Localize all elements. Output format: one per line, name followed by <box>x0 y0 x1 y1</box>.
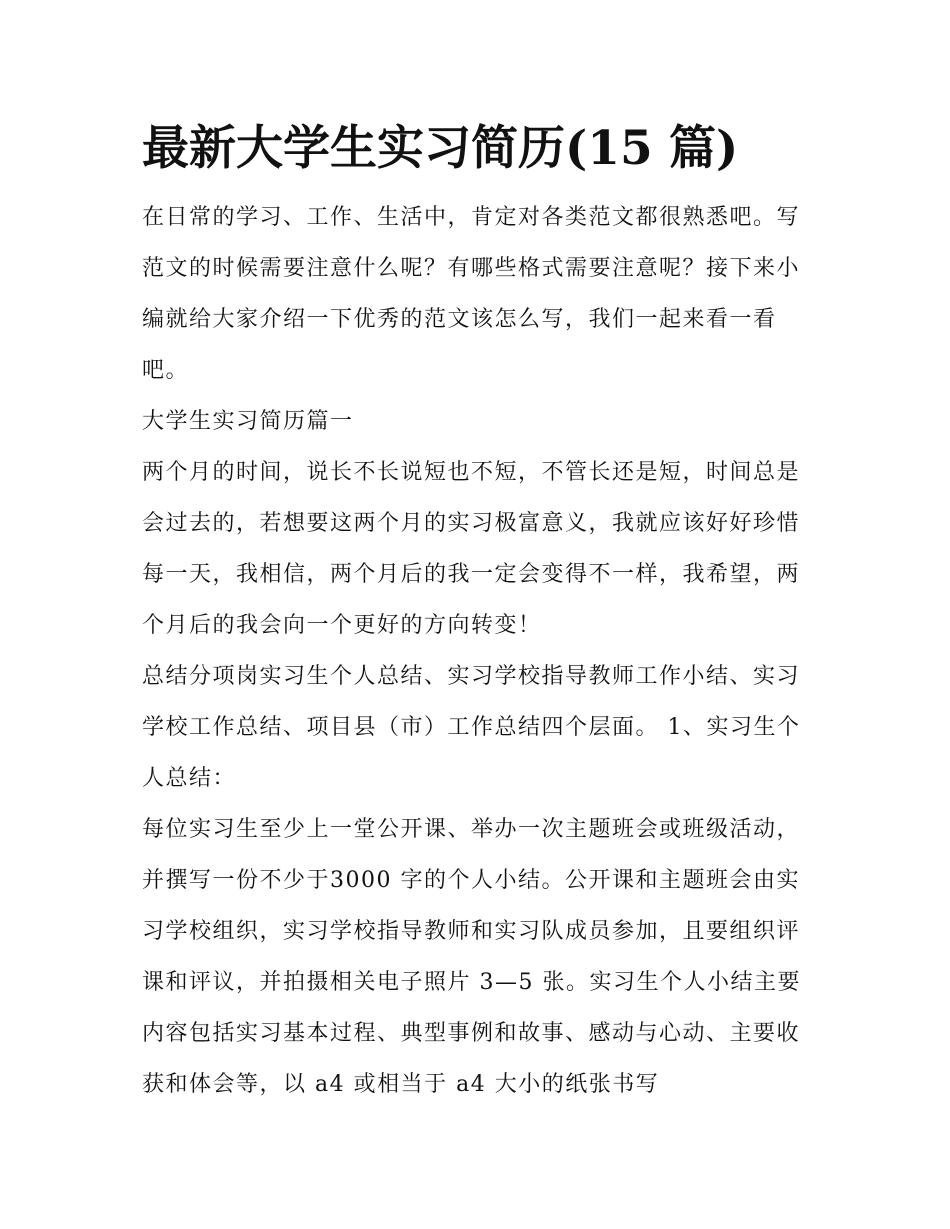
document-title: 最新大学生实习简历(15 篇) <box>142 121 739 176</box>
intro-paragraph: 在日常的学习、工作、生活中，肯定对各类范文都很熟悉吧。写范文的时候需要注意什么呢？有哪些格式需要注意呢？接下来小编就给大家介绍一下优秀的范文该怎么写，我们一起来看一看吧。 <box>142 205 801 383</box>
body-paragraph: 每位实习生至少上一堂公开课、举办一次主题班会或班级活动，并撰写一份不少于3000 字的个人小结。公开课和主题班会由实习学校组织，实习学校指导教师和实习队成员参加，且要组织评课和评议，并拍摄相关电子照片 3—5 张。实习生个人小结主要内容包括实习基本过程、典型事例和故事、感动与心动、主要收获和体会等，以 a4 或相当于 a4 大小的纸张书写 <box>142 817 801 1097</box>
document-body <box>142 118 814 1110</box>
body-paragraph: 两个月的时间，说长不长说短也不短，不管长还是短，时间总是会过去的，若想要这两个月的实习极富意义，我就应该好好珍惜每一天，我相信，两个月后的我一定会变得不一样，我希望，两个月后的我会向一个更好的方向转变！ <box>142 460 801 638</box>
section-heading: 大学生实习简历篇一 <box>142 409 354 434</box>
body-paragraph: 总结分项岗实习生个人总结、实习学校指导教师工作小结、实习学校工作总结、项目县（市）工作总结四个层面。 1、实习生个人总结： <box>142 664 801 791</box>
